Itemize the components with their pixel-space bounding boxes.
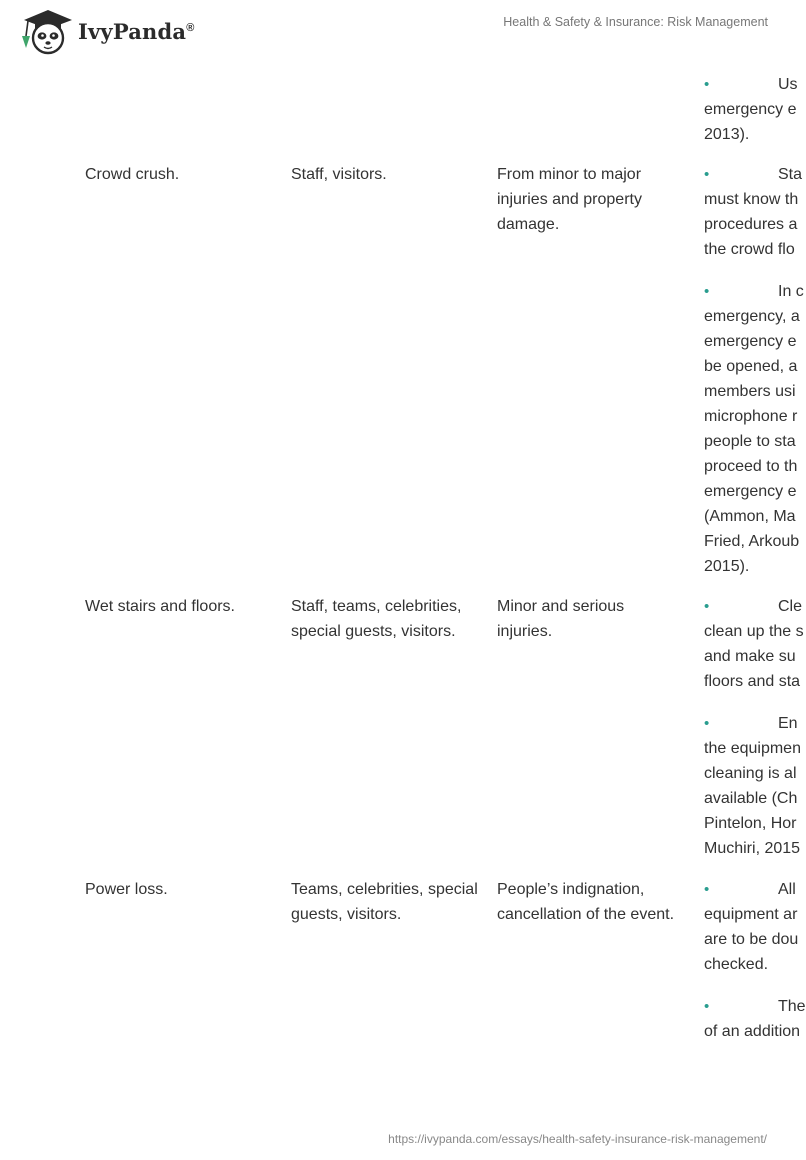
bullet-dot-icon: • <box>704 881 710 898</box>
control-bullet-item <box>704 72 800 147</box>
control-text: procedures a <box>704 216 798 233</box>
panda-graduate-icon <box>14 6 76 56</box>
hazard-cell: Crowd crush. <box>85 166 180 183</box>
control-text: cleaning is al <box>704 765 797 782</box>
bullet-dot-icon: • <box>704 715 710 732</box>
control-text: must know th <box>704 191 799 208</box>
control-text: Fried, Arkoub <box>704 533 800 550</box>
control-text: Muchiri, 2015 <box>704 840 801 857</box>
control-text: the crowd flo <box>704 241 795 258</box>
page-header <box>0 0 800 64</box>
bullet-dot-icon: • <box>704 283 710 300</box>
logo-name: IvyPanda <box>78 18 187 44</box>
control-text: Cle <box>778 598 803 615</box>
control-text: clean up the s <box>704 623 804 640</box>
control-text: floors and sta <box>704 673 801 690</box>
who-at-risk-cell: Staff, visitors. <box>291 166 387 183</box>
control-text: En <box>778 715 798 732</box>
control-text: proceed to th <box>704 458 798 475</box>
control-measures-cell <box>704 877 806 1061</box>
control-text: be opened, a <box>704 358 798 375</box>
control-text: 2013). <box>704 126 750 143</box>
consequence-cell: People’s indignation, cancellation of the event. <box>497 881 675 923</box>
control-text: Pintelon, Hor <box>704 815 797 832</box>
who-at-risk-cell: Staff, teams, celebrities, special guests, visitors. <box>291 598 462 640</box>
control-text: the equipmen <box>704 740 801 757</box>
control-text: All <box>778 881 796 898</box>
control-text: emergency e <box>704 333 797 350</box>
control-text: Us <box>778 76 798 93</box>
control-text: 2015). <box>704 558 750 575</box>
who-at-risk-cell: Teams, celebrities, special guests, visitors. <box>291 881 478 923</box>
control-text: In c <box>778 283 804 300</box>
control-bullet-item <box>704 594 804 694</box>
control-text: of an addition <box>704 1023 801 1040</box>
control-bullet-item <box>704 711 800 861</box>
control-measures-cell <box>704 594 804 878</box>
registered-mark: ® <box>186 21 195 34</box>
control-text: The <box>778 998 806 1015</box>
hazard-cell: Wet stairs and floors. <box>85 598 235 615</box>
bullet-dot-icon: • <box>704 998 710 1015</box>
control-text: emergency e <box>704 483 797 500</box>
control-measures-cell <box>704 72 800 164</box>
control-measures-cell <box>704 162 804 596</box>
bullet-dot-icon: • <box>704 166 710 183</box>
control-text: emergency, a <box>704 308 800 325</box>
control-bullet-item <box>704 877 800 977</box>
bullet-dot-icon: • <box>704 76 710 93</box>
consequence-cell: From minor to major injuries and property damage. <box>497 166 642 233</box>
control-text: available (Ch <box>704 790 798 807</box>
control-text: emergency e <box>704 101 797 118</box>
control-text: Sta <box>778 166 803 183</box>
hazard-cell: Power loss. <box>85 881 168 898</box>
control-text: microphone r <box>704 408 798 425</box>
control-bullet-item <box>704 279 804 579</box>
ivypanda-logo[interactable] <box>14 6 195 56</box>
logo-wordmark <box>78 19 195 44</box>
control-bullet-item <box>704 994 806 1044</box>
bullet-dot-icon: • <box>704 598 710 615</box>
footer-url-link[interactable]: https://ivypanda.com/essays/health-safety-insurance-risk-management/ <box>388 1132 767 1146</box>
control-text: equipment ar <box>704 906 798 923</box>
control-bullet-item <box>704 162 803 262</box>
control-text: members usi <box>704 383 796 400</box>
document-title: Health & Safety & Insurance: Risk Management <box>503 15 768 29</box>
control-text: checked. <box>704 956 769 973</box>
control-text: are to be dou <box>704 931 799 948</box>
consequence-cell: Minor and serious injuries. <box>497 598 625 640</box>
control-text: people to sta <box>704 433 796 450</box>
control-text: (Ammon, Ma <box>704 508 796 525</box>
control-text: and make su <box>704 648 796 665</box>
